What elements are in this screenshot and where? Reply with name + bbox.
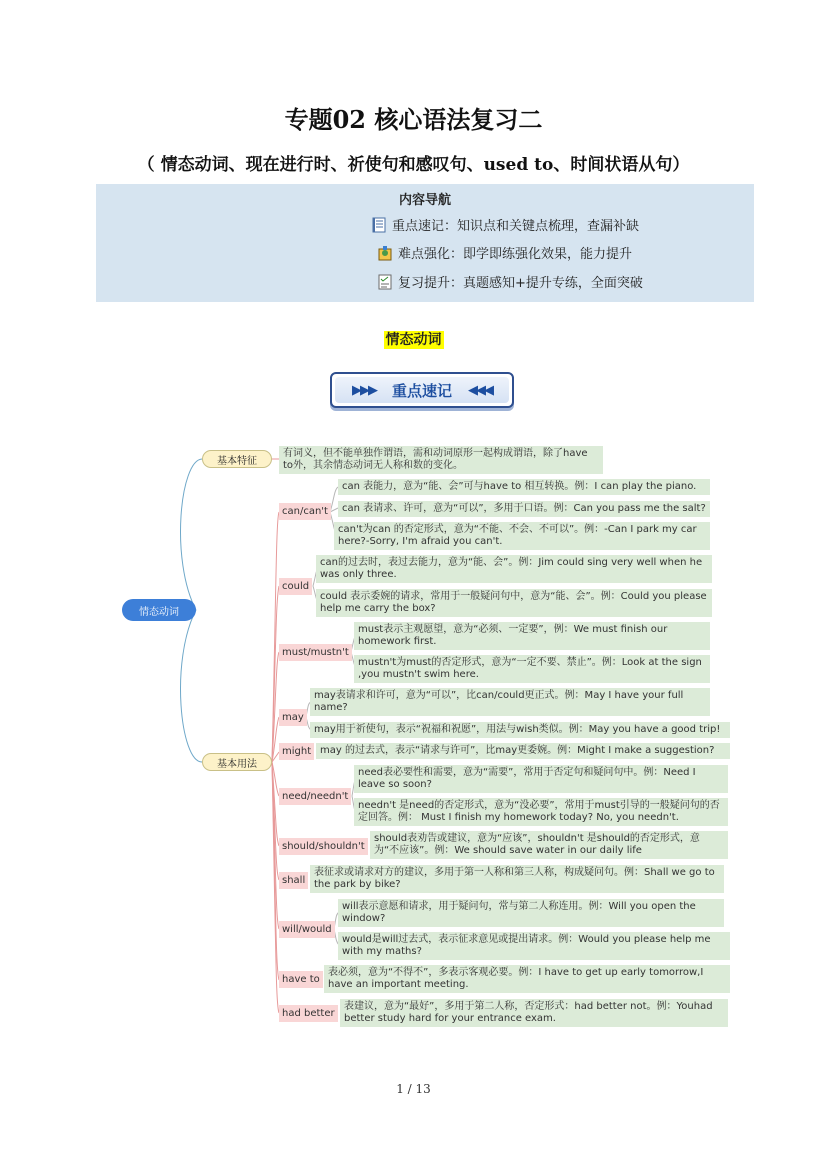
arrows-right-icon: ▶▶▶ xyxy=(351,382,376,398)
modal-had-better: had better xyxy=(279,1005,338,1022)
page-title: 专题02 核心语法复习二 xyxy=(284,105,543,134)
modal-need: need/needn't xyxy=(279,788,351,805)
leaf-shall-1: 表征求或请求对方的建议，多用于第一人称和第三人称，构成疑问句。例：Shall we go to the park by bike? xyxy=(310,865,724,893)
branch-basic-features: 基本特征 xyxy=(202,450,272,468)
mindmap-root: 情态动词 xyxy=(122,599,196,621)
modal-can: can/can't xyxy=(279,503,331,520)
leaf-might-1: may 的过去式，表示“请求与许可”，比may更委婉。例：Might I make a suggestion? xyxy=(316,743,730,759)
leaf-could-2: could 表示委婉的请求，常用于一般疑问句中，意为“能、会”。例：Could you please help me carry the box? xyxy=(316,589,712,617)
leaf-must-1: must表示主观愿望，意为“必须、一定要”，例：We must finish our homework first. xyxy=(354,622,710,650)
nav-item-label: 难点强化：即学即练强化效果，能力提升 xyxy=(398,247,633,262)
modal-will: will/would xyxy=(279,921,335,938)
modal-have-to: have to xyxy=(279,971,323,988)
section-label-text: 情态动词 xyxy=(385,332,442,348)
banner-text: 重点速记 xyxy=(391,381,452,400)
modal-must: must/mustn't xyxy=(279,644,352,661)
leaf-will-2: would是will过去式，表示征求意见或提出请求。例：Would you please help me with my maths? xyxy=(338,932,730,960)
branch-basic-usage: 基本用法 xyxy=(202,753,272,771)
leaf-will-1: will表示意愿和请求，用于疑问句，常与第二人称连用。例：Will you open the window? xyxy=(338,899,724,927)
modal-might: might xyxy=(279,743,314,760)
leaf-should-1: should表劝告或建议，意为“应该”，shouldn't 是should的否定形式，意为“不应该”。例：We should save water in our daily life xyxy=(370,831,728,859)
arrows-left-icon: ◀◀◀ xyxy=(468,382,492,398)
leaf-may-2: may用于祈使句，表示“祝福和祝愿”，用法与wish类似。例：May you have a good trip! xyxy=(310,722,730,738)
nav-title: 内容导航 xyxy=(398,193,451,208)
leaf-may-1: may表请求和许可，意为“可以”，比can/could更正式。例：May I have your full name? xyxy=(310,688,710,716)
leaf-have-to-1: 表必须，意为“不得不”，多表示客观必要。例：I have to get up early tomorrow,I have an important meeting. xyxy=(324,965,730,993)
leaf-can-1: can 表能力，意为“能、会”可与have to 相互转换。例：I can play the piano. xyxy=(338,479,710,495)
leaf-had-better-1: 表建议，意为“最好”，多用于第二人称，否定形式：had better not。例：Youhad better study hard for your entrance exam. xyxy=(340,999,728,1027)
nav-item-label: 复习提升：真题感知+提升专练，全面突破 xyxy=(398,276,643,291)
page-subtitle: （ 情态动词、现在进行时、祈使句和感叹句、used to、时间状语从句） xyxy=(137,155,690,175)
modal-shall: shall xyxy=(279,872,308,889)
leaf-could-1: can的过去时，表过去能力，意为“能、会”。例：Jim could sing very well when he was only three. xyxy=(316,555,712,583)
nav-item-label: 重点速记：知识点和关键点梳理，查漏补缺 xyxy=(392,219,640,234)
leaf-can-2: can 表请求、许可，意为“可以”，多用于口语。例：Can you pass me the salt? xyxy=(338,501,710,517)
leaf-can-3: can't为can 的否定形式，意为“不能、不会、不可以”。例：-Can I park my car here?-Sorry, I'm afraid you can't. xyxy=(334,522,710,550)
page-number: 1 / 13 xyxy=(396,1082,431,1096)
modal-may: may xyxy=(279,709,307,726)
leaf-must-2: mustn't为must的否定形式，意为“一定不要、禁止”。例：Look at the sign ,you mustn't swim here. xyxy=(354,655,710,683)
leaf-need-2: needn't 是need的否定形式，意为“没必要”，常用于must引导的一般疑问句的否定回答。例： Must I finish my homework today? No, you needn't. xyxy=(354,798,728,826)
leaf-need-1: need表必要性和需要，意为“需要”，常用于否定句和疑问句中。例：Need I leave so soon? xyxy=(354,765,728,793)
modal-should: should/shouldn't xyxy=(279,838,368,855)
features-text: 有词义，但不能单独作谓语，需和动词原形一起构成谓语，除了have to外，其余情态动词无人称和数的变化。 xyxy=(279,446,603,474)
modal-could: could xyxy=(279,578,312,595)
